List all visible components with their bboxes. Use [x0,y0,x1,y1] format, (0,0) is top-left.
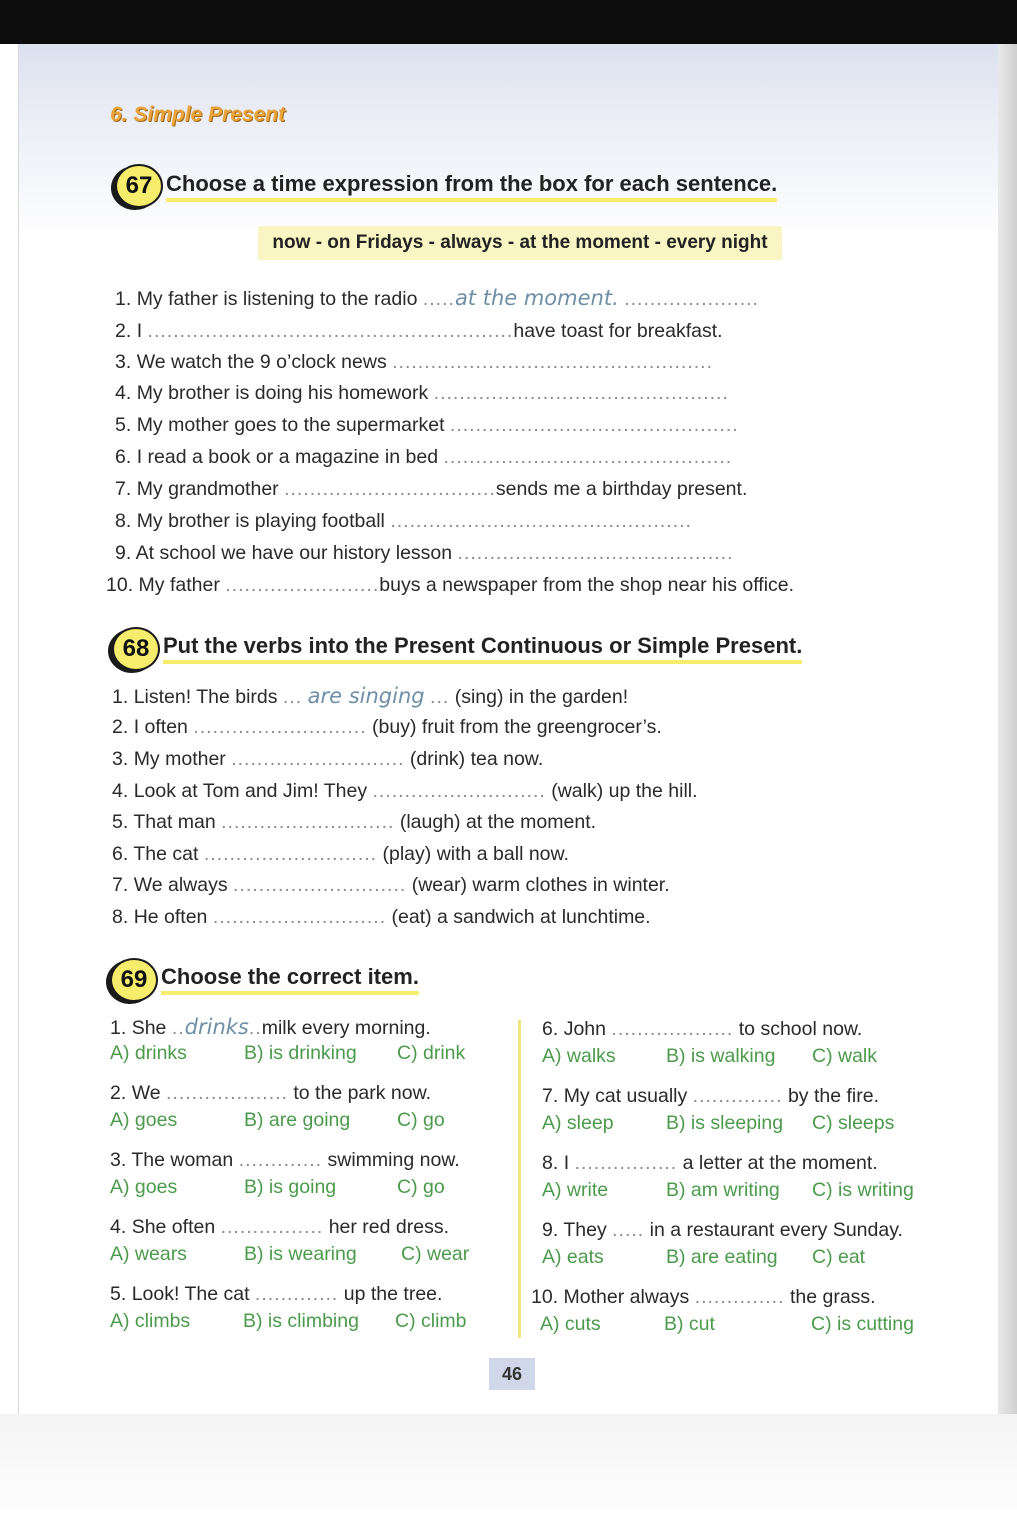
ex68-item-2: 2. I often ........................... (buy) fruit from the greengrocer’s. [112,716,662,738]
ex69-item-10-option-b: B) cut [664,1313,715,1335]
ex67-item-1: 1. My father is listening to the radio .....at the moment. ..................... [115,286,759,310]
ex69-item-9: 9. They ..... in a restaurant every Sunday. [542,1219,903,1241]
ex69-item-1-option-a: A) drinks [110,1042,187,1064]
ex68-item-6: 6. The cat ........................... (play) with a ball now. [112,843,569,865]
ex67-item-1-answer: at the moment. [454,286,619,310]
scanner-top-bar [0,0,1017,44]
ex69-item-4-option-b: B) is wearing [244,1243,357,1265]
exercise-67-number: 67 [115,164,163,208]
ex69-item-6-option-b: B) is walking [666,1045,776,1067]
ex69-item-1-option-c: C) drink [397,1042,466,1064]
ex69-item-8-option-a: A) write [542,1179,609,1201]
ex69-item-8-option-b: B) am writing [666,1179,780,1201]
ex69-item-5-option-c: C) climb [395,1310,467,1332]
ex68-item-4: 4. Look at Tom and Jim! They ........................... (walk) up the hill. [112,780,698,802]
ex69-item-4: 4. She often ................ her red dress. [110,1216,450,1238]
ex68-item-5: 5. That man ........................... (laugh) at the moment. [112,811,597,833]
ex69-item-2-option-a: A) goes [110,1109,178,1131]
ex69-item-2-option-b: B) are going [244,1109,351,1131]
ex69-item-1: 1. She ..drinks..milk every morning. [110,1015,431,1039]
ex69-item-10: 10. Mother always .............. the grass. [531,1286,876,1308]
exercise-68-number: 68 [112,627,160,671]
ex67-item-5: 5. My mother goes to the supermarket ............................................. [115,414,739,436]
ex68-item-1: 1. Listen! The birds ... are singing ... (sing) in the garden! [112,684,629,708]
ex69-item-5: 5. Look! The cat ............. up the tree. [110,1283,443,1305]
ex69-item-9-option-c: C) eat [812,1246,866,1268]
ex67-item-4: 4. My brother is doing his homework .............................................. [115,382,729,404]
ex67-item-2: 2. I .........................................................have toast for breakfast. [115,320,723,342]
ex69-item-6: 6. John ................... to school now. [542,1018,863,1040]
exercise-68-instruction: Put the verbs into the Present Continuous or Simple Present. [163,633,802,664]
ex69-item-6-option-a: A) walks [542,1045,616,1067]
ex69-item-7-option-a: A) sleep [542,1112,614,1134]
ex69-item-7-option-b: B) is sleeping [666,1112,784,1134]
ex69-item-5-option-a: A) climbs [110,1310,191,1332]
ex68-item-3: 3. My mother ........................... (drink) tea now. [112,748,544,770]
time-expression-box: now - on Fridays - always - at the moment - every night [258,226,782,260]
ex69-item-5-option-b: B) is climbing [243,1310,359,1332]
exercise-69-instruction: Choose the correct item. [161,964,419,995]
ex69-item-10-option-a: A) cuts [540,1313,601,1335]
ex68-item-1-answer: are singing [307,684,425,708]
page-number: 46 [489,1358,535,1390]
ex68-item-7: 7. We always ........................... (wear) warm clothes in winter. [112,874,670,896]
ex69-item-8: 8. I ................ a letter at the moment. [542,1152,878,1174]
ex69-item-10-option-c: C) is cutting [811,1313,914,1335]
ex67-item-8: 8. My brother is playing football ............................................... [115,510,692,532]
ex67-item-3: 3. We watch the 9 o’clock news .................................................. [115,351,714,373]
exercise-67-instruction: Choose a time expression from the box for each sentence. [166,171,777,202]
ex69-item-2: 2. We ................... to the park now. [110,1082,432,1104]
ex69-item-3-option-a: A) goes [110,1176,178,1198]
ex69-item-2-option-c: C) go [397,1109,445,1131]
exercise-69-number: 69 [110,958,158,1002]
ex67-item-7: 7. My grandmother .................................sends me a birthday present. [115,478,748,500]
ex69-item-1-answer: drinks [184,1015,249,1039]
column-divider [518,1020,521,1338]
ex69-item-4-option-c: C) wear [401,1243,470,1265]
scan-background [0,1414,1017,1526]
ex69-item-3-option-b: B) is going [244,1176,337,1198]
ex68-item-8: 8. He often ........................... (eat) a sandwich at lunchtime. [112,906,651,928]
ex69-item-3-option-c: C) go [397,1176,445,1198]
ex69-item-7-option-c: C) sleeps [812,1112,895,1134]
ex67-item-9: 9. At school we have our history lesson ........................................... [115,542,734,564]
page-edge [998,44,1017,1414]
ex69-item-4-option-a: A) wears [110,1243,187,1265]
ex69-item-9-option-b: B) are eating [666,1246,778,1268]
ex67-item-6: 6. I read a book or a magazine in bed ............................................. [115,446,733,468]
ex69-item-6-option-c: C) walk [812,1045,878,1067]
ex69-item-1-option-b: B) is drinking [244,1042,357,1064]
ex67-item-10: 10. My father ........................buys a newspaper from the shop near his office. [106,574,795,596]
unit-title: 6. Simple Present [110,103,286,126]
ex69-item-8-option-c: C) is writing [812,1179,914,1201]
ex69-item-9-option-a: A) eats [542,1246,604,1268]
ex69-item-7: 7. My cat usually .............. by the fire. [542,1085,879,1107]
ex69-item-3: 3. The woman ............. swimming now. [110,1149,460,1171]
